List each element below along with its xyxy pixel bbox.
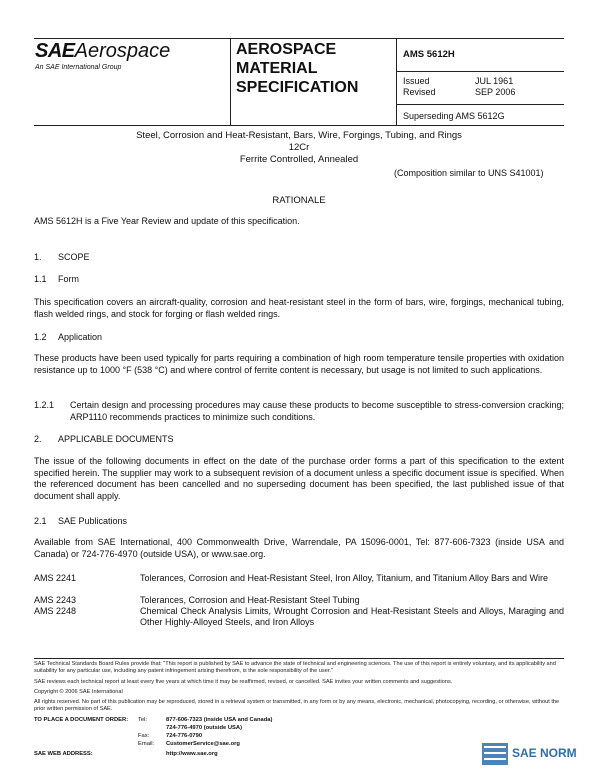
header-divider-2 (396, 38, 397, 126)
header-top-border (34, 38, 564, 39)
doc-title-line3: Ferrite Controlled, Annealed (239, 154, 359, 165)
revised-row: Revised SEP 2006 (403, 87, 516, 97)
section-1-2-1-text: Certain design and processing procedures may cause these products to become susceptible to stress-conversion cracking; ARP1110 recommends practices to minimize such conditions. (70, 400, 564, 422)
doc-number: AMS 5612H (403, 49, 455, 60)
doc-title-line1: Steel, Corrosion and Heat-Resistant, Bars, Wire, Forgings, Tubing, and Rings (136, 130, 462, 141)
section-1-1-heading: 1.1 Form (34, 274, 79, 284)
footer-rules-text: SAE Technical Standards Board Rules provide that: "This report is published by SAE to advance the state of technical and engineering sciences. The use of this report is entirely voluntary, and its applicability and suitability for any particular use, including any patent infringement arising therefrom, is the sole responsibility of the user." (34, 661, 556, 675)
superseding-note: Superseding AMS 5612G (403, 111, 505, 121)
footer-review-text: SAE reviews each technical report at least every five years at which time it may be reaffirmed, revised, or cancelled. SAE invites your written comments and suggestions. (34, 679, 453, 685)
section-2-heading: 2. APPLICABLE DOCUMENTS (34, 434, 174, 444)
ams-ref-row: AMS 2241 Tolerances, Corrosion and Heat-Resistant Steel, Iron Alloy, Titanium, and Titanium Alloy Bars and Wire (34, 573, 549, 583)
section-2-text: The issue of the following documents in effect on the date of the purchase order forms a part of this specification to the extent specified herein. The supplier may work to a subsequent revision of a document unless a specific document issue is specified. When the referenced document has been cancelled and no superseding document has been specified, the last published issue of that document shall apply. (34, 456, 564, 501)
order-contact-fax: Fax: 724-776-0790 (138, 733, 203, 739)
ams-ref-row: AMS 2248 Chemical Check Analysis Limits, Wrought Corrosion and Heat-Resistant Steels and Alloys, Maraging and Other Highly-Alloyed Steels, and Iron Alloys (34, 606, 564, 627)
header-divider-1 (230, 38, 231, 126)
ams-ref-row: AMS 2243 Tolerances, Corrosion and Heat-Resistant Steel Tubing (34, 595, 360, 605)
section-1-1-text: This specification covers an aircraft-quality, corrosion and heat-resistant steel in the form of bars, wire, forgings, mechanical tubing, flash welded rings, and stock for forging or flash welded rings. (34, 297, 564, 319)
header-bottom-border (34, 125, 564, 126)
section-1-2-heading: 1.2 Application (34, 332, 103, 342)
header-dates-divider (396, 104, 564, 105)
section-1-heading: 1. SCOPE (34, 252, 90, 262)
sae-aerospace-logo: SAEAerospace An SAE International Group (35, 40, 171, 71)
rationale-heading: RATIONALE (272, 195, 326, 206)
section-1-2-1-number: 1.2.1 (34, 400, 55, 410)
section-2-1-text: Available from SAE International, 400 Commonwealth Drive, Warrendale, PA 15096-0001, Tel: 877-606-7323 (inside USA and Canada) or 724-776-4970 (outside USA), or www.sae.org. (34, 537, 564, 559)
footer-copyright: Copyright © 2006 SAE International (34, 689, 123, 695)
footer-rights-text: All rights reserved. No part of this publication may be reproduced, stored in a retrieval system or transmitted, in any form or by any means, electronic, mechanical, photocopying, recording, or otherwise, without the prior written permission of SAE. (34, 699, 560, 713)
spec-type-title: AEROSPACE MATERIAL SPECIFICATION (236, 41, 359, 96)
doc-title-line2: 12Cr (288, 142, 310, 153)
issued-row: Issued JUL 1961 (403, 76, 514, 86)
order-contact-tel: TO PLACE A DOCUMENT ORDER: Tel: 877-606-7323 (inside USA and Canada) (34, 717, 273, 723)
watermark-text: SAE NORM (512, 746, 577, 760)
sae-norm-watermark-logo (482, 740, 582, 770)
footer-divider (34, 658, 564, 659)
rationale-text: AMS 5612H is a Five Year Review and update of this specification. (34, 216, 300, 226)
section-2-1-heading: 2.1 SAE Publications (34, 516, 128, 526)
web-address: SAE WEB ADDRESS: http://www.sae.org (34, 751, 218, 757)
composition-note: (Composition similar to UNS S41001) (394, 168, 544, 178)
header-docnum-divider (396, 71, 564, 72)
section-1-2-text: These products have been used typically for parts requiring a combination of high room temperature tensile properties with oxidation resistance up to 1000 °F (538 °C) and where control of ferrite content is necessary, but usage is not limited to such applications. (34, 353, 564, 375)
order-contact-tel2: 724-776-4970 (outside USA) (166, 725, 243, 731)
order-contact-email: Email: CustomerService@sae.org (138, 741, 240, 747)
